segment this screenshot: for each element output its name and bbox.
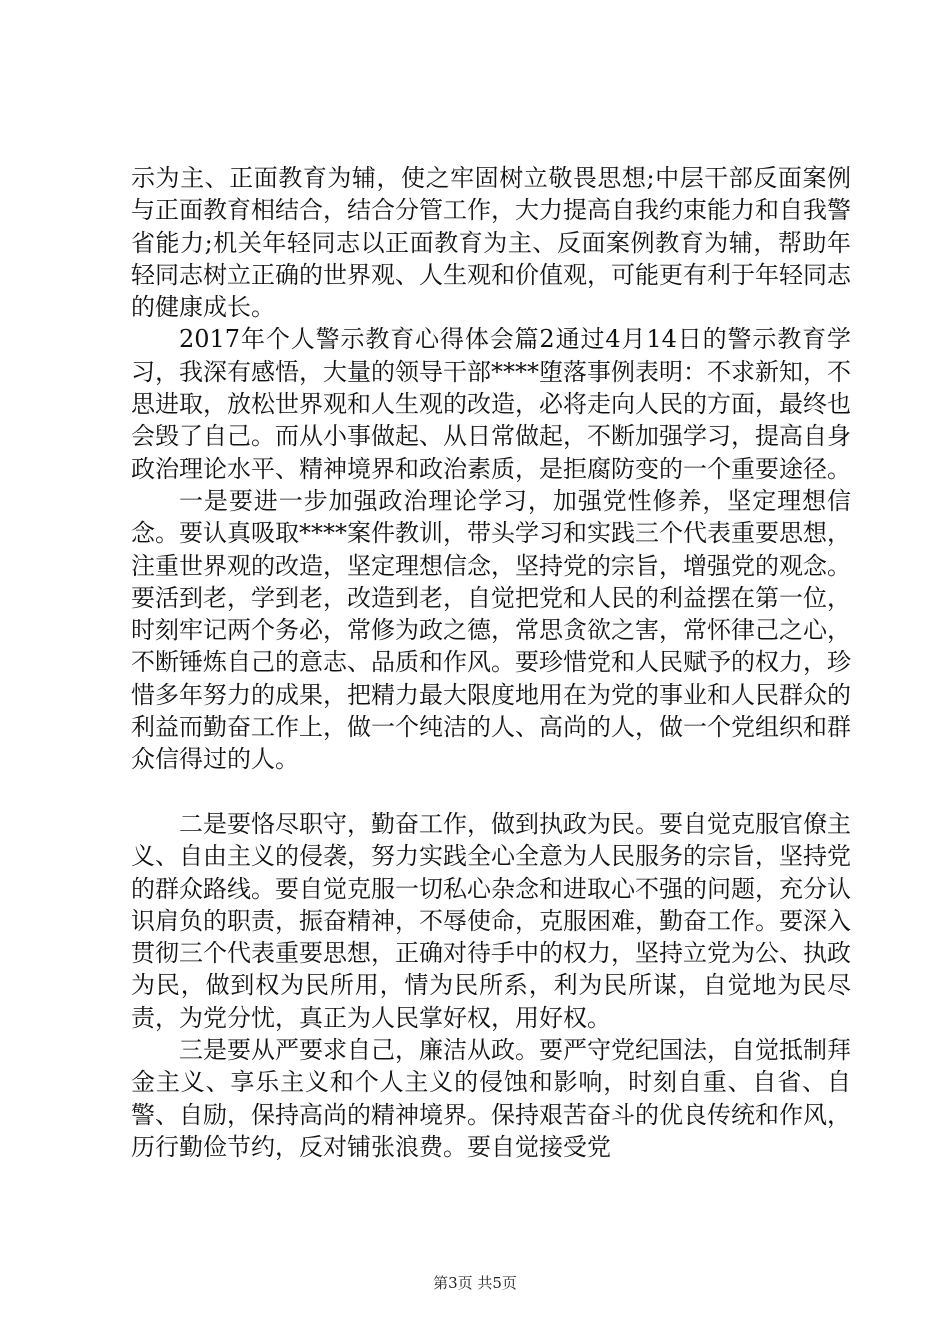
document-body (131, 162, 851, 1163)
paragraph-2: 2017年个人警示教育心得体会篇2通过4月14日的警示教育学习，我深有感悟，大量的领导干部****堕落事例表明：不求新知，不思进取，放松世界观和人生观的改造，必将走向人民的方面，最终也会毁了自己。而从小事做起、从日常做起，不断加强学习，提高自身政治理论水平、精神境界和政治素质，是拒腐防变的一个重要途径。 (131, 325, 851, 483)
paragraph-3: 一是要进一步加强政治理论学习，加强党性修养，坚定理想信念。要认真吸取****案件教训，带头学习和实践三个代表重要思想，注重世界观的改造，坚定理想信念，坚持党的宗旨，增强党的观念。要活到老，学到老，改造到老，自觉把党和人民的利益摆在第一位，时刻牢记两个务必，常修为政之德，常思贪欲之害，常怀律己之心，不断锤炼自己的意志、品质和作风。要珍惜党和人民赋予的权力，珍惜多年努力的成果，把精力最大限度地用在为党的事业和人民群众的利益而勤奋工作上，做一个纯洁的人、高尚的人，做一个党组织和群众信得过的人。 (131, 486, 851, 774)
page-number-footer: 第3页 共5页 (433, 1274, 517, 1292)
paragraph-4: 二是要恪尽职守，勤奋工作，做到执政为民。要自觉克服官僚主义、自由主义的侵袭，努力实践全心全意为人民服务的宗旨，坚持党的群众路线。要自觉克服一切私心杂念和进取心不强的问题，充分认识肩负的职责，振奋精神，不辱使命，克服困难，勤奋工作。要深入贯彻三个代表重要思想，正确对待手中的权力，坚持立党为公、执政为民，做到权为民所用，情为民所系，利为民所谋，自觉地为民尽责，为党分忧，真正为人民掌好权，用好权。 (131, 809, 851, 1032)
paragraph-5: 三是要从严要求自己，廉洁从政。要严守党纪国法，自觉抵制拜金主义、享乐主义和个人主义的侵蚀和影响，时刻自重、自省、自警、自励，保持高尚的精神境界。保持艰苦奋斗的优良传统和作风，历行勤俭节约，反对铺张浪费。要自觉接受党 (131, 1036, 851, 1161)
paragraph-1: 示为主、正面教育为辅，使之牢固树立敬畏思想;中层干部反面案例与正面教育相结合，结合分管工作，大力提高自我约束能力和自我警省能力;机关年轻同志以正面教育为主、反面案例教育为辅，帮助年轻同志树立正确的世界观、人生观和价值观，可能更有利于年轻同志的健康成长。 (131, 164, 851, 322)
paragraph-spacer (131, 776, 851, 808)
